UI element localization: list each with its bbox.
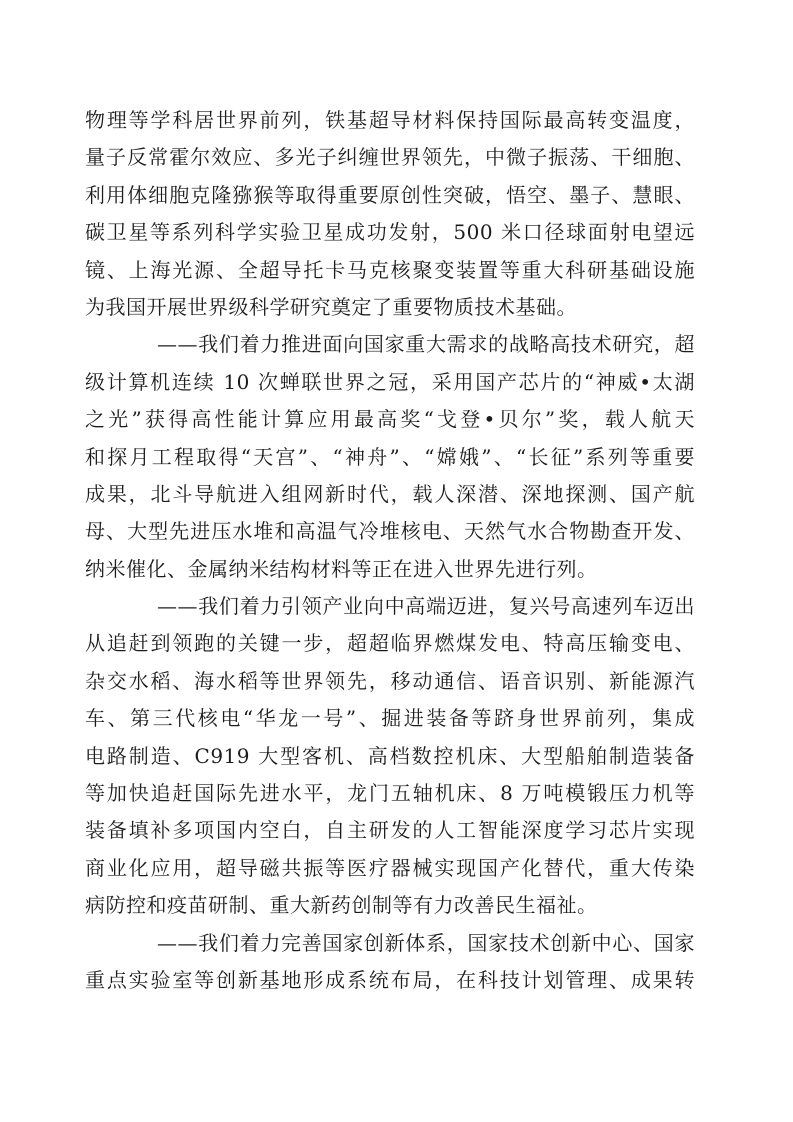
paragraph: [85, 588, 695, 925]
text-line: 电路制造、C919 大型客机、高档数控机床、大型船舶制造装备: [85, 743, 695, 768]
text-line: 纳米催化、金属纳米结构材料等正在进入世界先进行列。: [85, 556, 598, 581]
paragraph: [85, 326, 695, 588]
text-line: 利用体细胞克隆猕猴等取得重要原创性突破，悟空、墨子、慧眼、: [85, 182, 695, 207]
text-line: ——我们着力完善国家创新体系，国家技术创新中心、国家: [157, 930, 695, 955]
paragraph: [85, 925, 695, 1000]
text-line: 级计算机连续 10 次蝉联世界之冠，采用国产芯片的“神威•太湖: [85, 369, 695, 394]
paragraph: [85, 102, 695, 326]
text-line: 为我国开展世界级科学研究奠定了重要物质技术基础。: [85, 294, 577, 319]
text-line: 从追赶到领跑的关键一步，超超临界燃煤发电、特高压输变电、: [85, 631, 695, 656]
text-line: 杂交水稻、海水稻等世界领先，移动通信、语音识别、新能源汽: [85, 668, 695, 693]
text-line: 重点实验室等创新基地形成系统布局，在科技计划管理、成果转: [85, 967, 695, 992]
text-line: 镜、上海光源、全超导托卡马克核聚变装置等重大科研基础设施: [85, 257, 695, 282]
text-line: 母、大型先进压水堆和高温气冷堆核电、天然气水合物勘查开发、: [85, 519, 695, 544]
text-line: 碳卫星等系列科学实验卫星成功发射，500 米口径球面射电望远: [85, 220, 695, 245]
text-line: 病防控和疫苗研制、重大新药创制等有力改善民生福祉。: [85, 893, 598, 918]
text-line: 之光”获得高性能计算应用最高奖“戈登•贝尔”奖，载人航天: [85, 407, 695, 432]
text-line: 量子反常霍尔效应、多光子纠缠世界领先，中微子振荡、干细胞、: [85, 145, 695, 170]
text-line: 和探月工程取得“天宫”、“神舟”、“嫦娥”、“长征”系列等重要: [85, 444, 695, 469]
text-line: 商业化应用，超导磁共振等医疗器械实现国产化替代，重大传染: [85, 855, 695, 880]
text-line: 装备填补多项国内空白，自主研发的人工智能深度学习芯片实现: [85, 818, 695, 843]
text-line: 物理等学科居世界前列，铁基超导材料保持国际最高转变温度，: [85, 108, 695, 132]
text-line: 等加快追赶国际先进水平，龙门五轴机床、8 万吨模锻压力机等: [85, 781, 695, 806]
text-line: ——我们着力引领产业向中高端迈进，复兴号高速列车迈出: [157, 594, 695, 619]
text-line: 成果，北斗导航进入组网新时代，载人深潜、深地探测、国产航: [85, 481, 695, 506]
text-line: 车、第三代核电“华龙一号”、掘进装备等跻身世界前列，集成: [85, 706, 695, 731]
text-line: ——我们着力推进面向国家重大需求的战略高技术研究，超: [157, 332, 695, 357]
document-body: [85, 102, 695, 999]
